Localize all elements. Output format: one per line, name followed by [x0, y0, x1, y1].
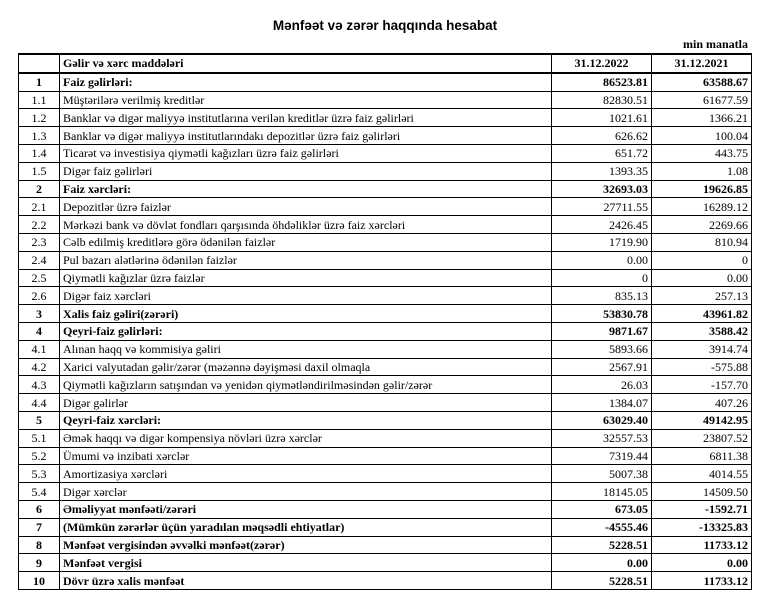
row-value-2022: 1719.90 — [552, 233, 652, 251]
row-label: (Mümkün zərərlər üçün yaradılan məqsədli ehtiyatlar) — [60, 518, 552, 536]
table-header-row — [19, 54, 752, 73]
row-label: Əməliyyat mənfəəti/zərəri — [60, 500, 552, 518]
row-value-2021: 61677.59 — [652, 91, 752, 109]
row-value-2021: 810.94 — [652, 233, 752, 251]
row-value-2022: 0.00 — [552, 554, 652, 572]
header-item: Gəlir və xərc maddələri — [60, 54, 552, 73]
row-label: Müştərilərə verilmiş kreditlər — [60, 91, 552, 109]
row-number: 1.4 — [19, 144, 60, 162]
row-label: Digər gəlirlər — [60, 394, 552, 412]
row-label: Faiz xərcləri: — [60, 180, 552, 198]
table-row — [19, 500, 752, 518]
row-label: Qeyri-faiz gəlirləri: — [60, 322, 552, 340]
table-row — [19, 358, 752, 376]
row-value-2021: 6811.38 — [652, 447, 752, 465]
row-value-2021: 0.00 — [652, 554, 752, 572]
row-value-2021: 49142.95 — [652, 411, 752, 429]
row-label: Qiymətli kağızların satışından və yenidən qiymətləndirilməsindən gəlir/zərər — [60, 376, 552, 394]
row-value-2022: 5228.51 — [552, 536, 652, 554]
row-value-2022: 7319.44 — [552, 447, 652, 465]
row-number: 8 — [19, 536, 60, 554]
table-row — [19, 91, 752, 109]
row-value-2022: 26.03 — [552, 376, 652, 394]
table-row — [19, 305, 752, 323]
row-value-2021: 1.08 — [652, 162, 752, 180]
row-label: Əmək haqqı və digər kompensiya növləri üzrə xərclər — [60, 429, 552, 447]
table-row — [19, 536, 752, 554]
row-value-2022: 82830.51 — [552, 91, 652, 109]
row-number: 5.3 — [19, 465, 60, 483]
row-value-2022: 5893.66 — [552, 340, 652, 358]
row-label: Cəlb edilmiş kreditlərə görə ödənilən faizlər — [60, 233, 552, 251]
income-statement-table — [18, 53, 752, 590]
table-row — [19, 483, 752, 501]
row-value-2022: 0 — [552, 269, 652, 287]
row-number: 2.2 — [19, 216, 60, 234]
row-value-2021: 23807.52 — [652, 429, 752, 447]
table-row — [19, 144, 752, 162]
row-value-2021: -13325.83 — [652, 518, 752, 536]
row-number: 2.4 — [19, 251, 60, 269]
row-label: Digər faiz xərcləri — [60, 287, 552, 305]
row-value-2022: 1393.35 — [552, 162, 652, 180]
table-row — [19, 73, 752, 91]
row-value-2021: -157.70 — [652, 376, 752, 394]
row-value-2021: 63588.67 — [652, 73, 752, 91]
header-2022: 31.12.2022 — [552, 54, 652, 73]
row-label: Xarici valyutadan gəlir/zərər (məzənnə dəyişməsi daxil olmaqla — [60, 358, 552, 376]
row-number: 4.3 — [19, 376, 60, 394]
row-value-2021: 0 — [652, 251, 752, 269]
row-value-2022: 2567.91 — [552, 358, 652, 376]
row-label: Depozitlər üzrə faizlər — [60, 198, 552, 216]
row-value-2021: 11733.12 — [652, 536, 752, 554]
table-row — [19, 465, 752, 483]
row-number: 9 — [19, 554, 60, 572]
row-value-2022: 1021.61 — [552, 109, 652, 127]
row-number: 7 — [19, 518, 60, 536]
row-value-2021: 16289.12 — [652, 198, 752, 216]
row-number: 6 — [19, 500, 60, 518]
table-row — [19, 162, 752, 180]
row-number: 5.1 — [19, 429, 60, 447]
row-value-2021: 443.75 — [652, 144, 752, 162]
row-value-2021: -1592.71 — [652, 500, 752, 518]
row-value-2022: 27711.55 — [552, 198, 652, 216]
row-label: Digər faiz gəlirləri — [60, 162, 552, 180]
row-value-2021: 4014.55 — [652, 465, 752, 483]
row-value-2022: 86523.81 — [552, 73, 652, 91]
row-number: 1.1 — [19, 91, 60, 109]
row-label: Banklar və digər maliyyə institutlarındakı depozitlər üzrə faiz gəlirləri — [60, 127, 552, 145]
table-row — [19, 180, 752, 198]
row-value-2021: 11733.12 — [652, 572, 752, 590]
row-label: Qiymətli kağızlar üzrə faizlər — [60, 269, 552, 287]
table-row — [19, 109, 752, 127]
row-number: 1.5 — [19, 162, 60, 180]
row-value-2022: 32557.53 — [552, 429, 652, 447]
row-label: Digər xərclər — [60, 483, 552, 501]
row-value-2021: 257.13 — [652, 287, 752, 305]
table-row — [19, 269, 752, 287]
row-value-2021: 3914.74 — [652, 340, 752, 358]
row-label: Amortizasiya xərcləri — [60, 465, 552, 483]
table-row — [19, 233, 752, 251]
table-row — [19, 376, 752, 394]
row-value-2022: 63029.40 — [552, 411, 652, 429]
table-row — [19, 411, 752, 429]
row-value-2021: 3588.42 — [652, 322, 752, 340]
row-label: Ticarət və investisiya qiymətli kağızları üzrə faiz gəlirləri — [60, 144, 552, 162]
table-row — [19, 340, 752, 358]
row-number: 5.2 — [19, 447, 60, 465]
row-label: Ümumi və inzibati xərclər — [60, 447, 552, 465]
row-value-2021: -575.88 — [652, 358, 752, 376]
row-number: 1 — [19, 73, 60, 91]
row-label: Faiz gəlirləri: — [60, 73, 552, 91]
report-title: Mənfəət və zərər haqqında hesabat — [272, 18, 498, 33]
table-row — [19, 198, 752, 216]
row-number: 5 — [19, 411, 60, 429]
table-row — [19, 216, 752, 234]
row-label: Pul bazarı alətlərinə ödənilən faizlər — [60, 251, 552, 269]
row-number: 2.3 — [19, 233, 60, 251]
row-value-2022: -4555.46 — [552, 518, 652, 536]
row-number: 2.5 — [19, 269, 60, 287]
row-value-2021: 2269.66 — [652, 216, 752, 234]
row-value-2022: 5007.38 — [552, 465, 652, 483]
row-label: Alınan haqq və kommisiya gəliri — [60, 340, 552, 358]
row-label: Mərkəzi bank və dövlət fondları qarşısında öhdəliklər üzrə faiz xərcləri — [60, 216, 552, 234]
row-value-2022: 1384.07 — [552, 394, 652, 412]
currency-unit: min manatla — [682, 37, 748, 51]
row-value-2022: 2426.45 — [552, 216, 652, 234]
table-row — [19, 572, 752, 590]
row-value-2021: 0.00 — [652, 269, 752, 287]
row-number: 4 — [19, 322, 60, 340]
row-number: 2 — [19, 180, 60, 198]
row-value-2022: 32693.03 — [552, 180, 652, 198]
row-value-2022: 53830.78 — [552, 305, 652, 323]
row-label: Mənfəət vergisindən əvvəlki mənfəət(zərər) — [60, 536, 552, 554]
row-number: 4.2 — [19, 358, 60, 376]
row-number: 2.6 — [19, 287, 60, 305]
row-value-2021: 407.26 — [652, 394, 752, 412]
row-value-2022: 673.05 — [552, 500, 652, 518]
row-number: 4.1 — [19, 340, 60, 358]
table-row — [19, 554, 752, 572]
row-value-2021: 14509.50 — [652, 483, 752, 501]
row-value-2021: 100.04 — [652, 127, 752, 145]
row-value-2022: 835.13 — [552, 287, 652, 305]
table-body — [19, 54, 752, 589]
table-row — [19, 287, 752, 305]
row-number: 4.4 — [19, 394, 60, 412]
row-value-2022: 18145.05 — [552, 483, 652, 501]
table-row — [19, 127, 752, 145]
row-number: 1.2 — [19, 109, 60, 127]
row-number: 2.1 — [19, 198, 60, 216]
row-number: 3 — [19, 305, 60, 323]
table-row — [19, 322, 752, 340]
row-value-2021: 43961.82 — [652, 305, 752, 323]
row-value-2021: 19626.85 — [652, 180, 752, 198]
table-row — [19, 429, 752, 447]
row-number: 5.4 — [19, 483, 60, 501]
row-number: 10 — [19, 572, 60, 590]
row-value-2022: 626.62 — [552, 127, 652, 145]
header-2021: 31.12.2021 — [652, 54, 752, 73]
row-value-2022: 9871.67 — [552, 322, 652, 340]
header-number — [19, 54, 60, 73]
table-row — [19, 251, 752, 269]
row-label: Banklar və digər maliyyə institutlarına verilən kreditlər üzrə faiz gəlirləri — [60, 109, 552, 127]
row-value-2022: 651.72 — [552, 144, 652, 162]
row-value-2021: 1366.21 — [652, 109, 752, 127]
table-row — [19, 447, 752, 465]
row-number: 1.3 — [19, 127, 60, 145]
row-value-2022: 5228.51 — [552, 572, 652, 590]
row-value-2022: 0.00 — [552, 251, 652, 269]
table-row — [19, 394, 752, 412]
table-row — [19, 518, 752, 536]
row-label: Mənfəət vergisi — [60, 554, 552, 572]
row-label: Dövr üzrə xalis mənfəət — [60, 572, 552, 590]
row-label: Qeyri-faiz xərcləri: — [60, 411, 552, 429]
row-label: Xalis faiz gəliri(zərəri) — [60, 305, 552, 323]
